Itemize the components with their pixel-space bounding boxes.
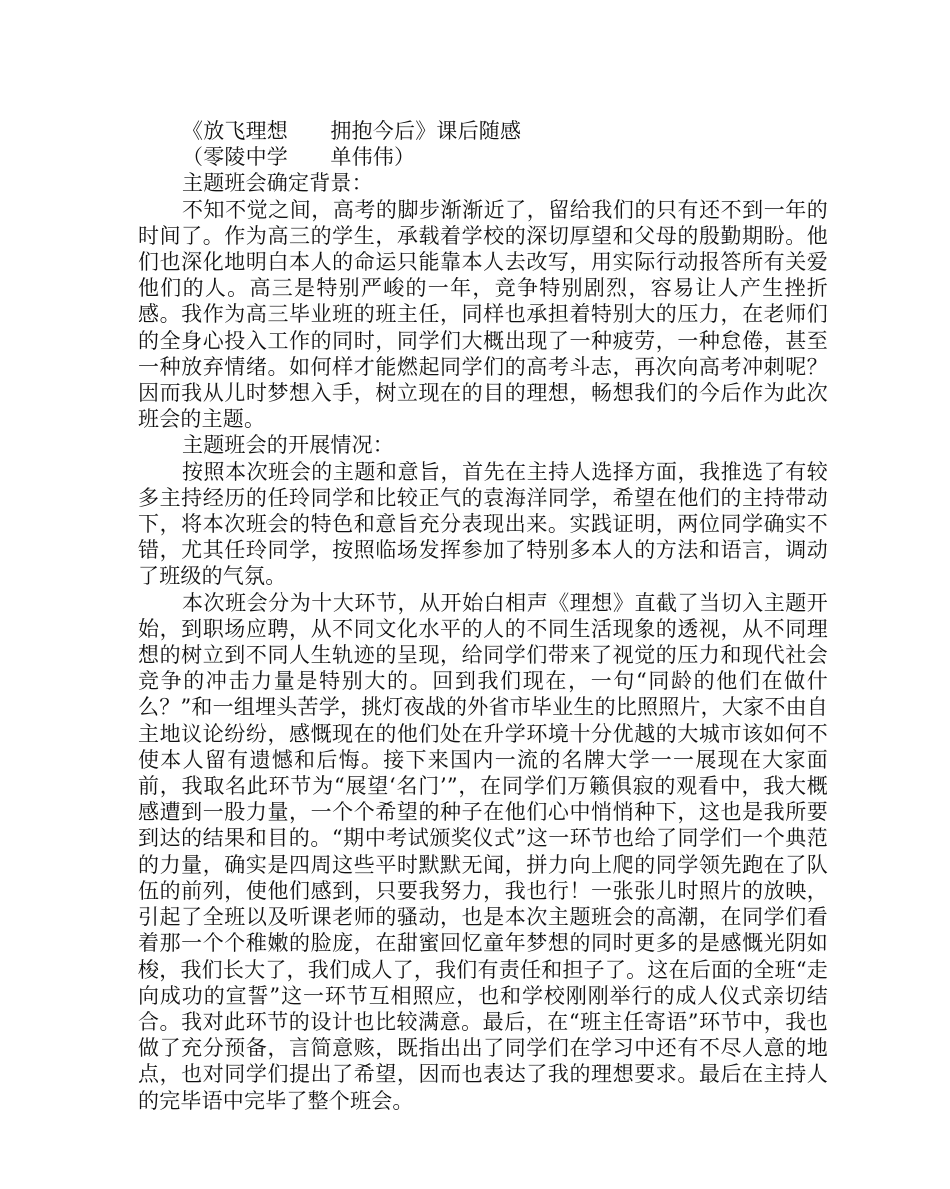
heading-background: 主题班会确定背景： [182,171,373,196]
document-author: （零陵中学 单伟伟） [182,145,416,170]
paragraph-hosts: 按照本次班会的主题和意旨，首先在主持人选择方面，我推选了有较多主持经历的任玲同学和比较正气的袁海洋同学，希望在他们的主持带动下，将本次班会的特色和意旨充分表现出来。实践证明，两位同学确实不错，尤其任玲同学，按照临场发挥参加了特别多本人的方法和语言，调动了班级的气氛。 [138,459,828,589]
paragraph-background: 不知不觉之间，高考的脚步渐渐近了，留给我们的只有还不到一年的时间了。作为高三的学生，承载着学校的深切厚望和父母的殷勤期盼。他们也深化地明白本人的命运只能靠本人去改写，用实际行动报答所有关爱他们的人。高三是特别严峻的一年，竞争特别剧烈，容易让人产生挫折感。我作为高三毕业班的班主任，同样也承担着特别大的压力，在老师们的全身心投入工作的同时，同学们大概出现了一种疲劳，一种怠倦，甚至一种放弃情绪。如何样才能燃起同学们的高考斗志，再次向高考冲刺呢？因而我从儿时梦想入手，树立现在的目的理想，畅想我们的今后作为此次班会的主题。 [138,197,828,432]
heading-progress: 主题班会的开展情况： [182,433,394,458]
document-page [138,118,828,1114]
document-title: 《放飞理想 拥抱今后》课后随感 [182,119,522,143]
paragraph-sessions: 本次班会分为十大环节，从开始白相声《理想》直截了当切入主题开始，到职场应聘，从不同文化水平的人的不同生活现象的透视，从不同理想的树立到不同人生轨迹的呈现，给同学们带来了视觉的压力和现代社会竞争的冲击力量是特别大的。回到我们现在，一句“同龄的他们在做什么？”和一组埋头苦学，挑灯夜战的外省市毕业生的比照照片，大家不由自主地议论纷纷，感慨现在的他们处在升学环境十分优越的大城市该如何不使本人留有遗憾和后悔。接下来国内一流的名牌大学一一展现在大家面前，我取名此环节为“展望‘名门’”，在同学们万籁俱寂的观看中，我大概感遭到一股力量，一个个希望的种子在他们心中悄悄种下，这也是我所要到达的结果和目的。“期中考试颁奖仪式”这一环节也给了同学们一个典范的力量，确实是四周这些平时默默无闻，拼力向上爬的同学领先跑在了队伍的前列，使他们感到，只要我努力，我也行！一张张儿时照片的放映，引起了全班以及听课老师的骚动，也是本次主题班会的高潮，在同学们看着那一个个稚嫩的脸庞，在甜蜜回忆童年梦想的同时更多的是感慨光阴如梭，我们长大了，我们成人了，我们有责任和担子了。这在后面的全班“走向成功的宣誓”这一环节互相照应，也和学校刚刚举行的成人仪式亲切结合。我对此环节的设计也比较满意。最后，在“班主任寄语”环节中，我也做了充分预备，言简意赅，既指出出了同学们在学习中还有不尽人意的地点，也对同学们提出了希望，因而也表达了我的理想要求。最后在主持人的完毕语中完毕了整个班会。 [138,590,828,1113]
